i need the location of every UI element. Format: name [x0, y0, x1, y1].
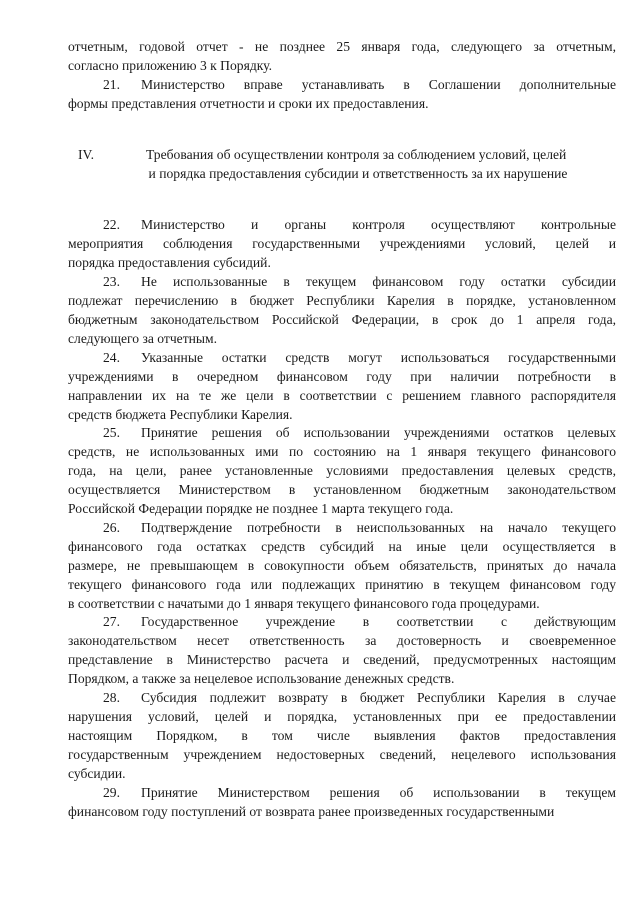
text-line-content: Не использованные в текущем финансовом году остатки субсидии: [141, 274, 616, 290]
text-line: [68, 424, 616, 443]
text-line-content: Субсидия подлежит возврату в бюджет Республики Карелия в случае: [141, 690, 616, 706]
section-title-line-1: Требования об осуществлении контроля за соблюдением условий, целей: [146, 146, 567, 162]
text-line: [68, 76, 616, 95]
text-line: [68, 349, 616, 368]
paragraph-number: 22.: [103, 217, 120, 233]
text-line: текущего финансового года или подлежащих принятию в текущем финансовом году: [68, 576, 616, 592]
text-line: отчетным, годовой отчет - не позднее 25 января года, следующего за отчетным,: [68, 39, 616, 54]
paragraph-number: 28.: [103, 690, 120, 706]
numbered-paragraph: [68, 216, 616, 273]
text-line: финансового года остатках средств субсидий на иные цели осуществляется в: [68, 538, 616, 554]
text-line: мероприятия соблюдения государственными учреждениями условий, целей и: [68, 236, 616, 252]
text-line: законодательством несет ответственность за достоверность и своевременное: [68, 633, 616, 649]
text-line: осуществляется Министерством в установленном бюджетным законодательством: [68, 482, 616, 498]
text-line: в соответствии с начатыми до 1 января текущего финансового года процедурами.: [68, 595, 540, 611]
text-line: государственным учреждением недостоверных сведений, нецелевого использования: [68, 746, 616, 762]
text-line: формы представления отчетности и сроки их предоставления.: [68, 95, 429, 111]
numbered-paragraph: [68, 519, 616, 614]
text-line: средств бюджета Республики Карелия.: [68, 406, 293, 422]
text-line: финансовом году поступлений от возврата ранее произведенных государственными: [68, 803, 555, 819]
text-line-content: Государственное учреждение в соответствии с действующим: [141, 614, 616, 630]
text-line: бюджетным законодательством Российской Федерации, в срок до 1 апреля года,: [68, 311, 616, 327]
text-line: субсидии.: [68, 765, 126, 781]
text-line: согласно приложению 3 к Порядку.: [68, 57, 272, 73]
text-line-content: Министерство вправе устанавливать в Соглашении дополнительные: [141, 76, 616, 92]
paragraph-number: 21.: [103, 76, 120, 92]
text-line: Порядком, а также за нецелевое использование денежных средств.: [68, 671, 455, 687]
paragraph-number: 27.: [103, 614, 120, 630]
paragraph-number: 23.: [103, 274, 120, 290]
numbered-paragraph: [68, 784, 616, 822]
text-line: [68, 613, 616, 632]
text-line: [68, 784, 616, 803]
text-line: [68, 689, 616, 708]
text-line: подлежат перечислению в бюджет Республики Карелия в порядке, установленном: [68, 293, 616, 309]
numbered-paragraph: [68, 349, 616, 425]
text-line-content: Принятие решения об использовании учреждениями остатков целевых: [141, 425, 616, 441]
text-line-content: Принятие Министерством решения об использовании в текущем: [141, 784, 616, 800]
text-line: [68, 519, 616, 538]
text-line: средств, не использованных ими по состоянию на 1 января текущего финансового: [68, 444, 616, 460]
paragraph-list: [68, 216, 616, 821]
text-line: размере, не превышающем в совокупности объем обязательств, принятых до начала: [68, 557, 616, 573]
text-line: года, на цели, ранее установленные условиями предоставления целевых средств,: [68, 463, 616, 479]
text-line: Российской Федерации порядке не позднее 1 марта текущего года.: [68, 501, 454, 517]
numbered-paragraph: [68, 424, 616, 519]
text-line-content: Подтверждение потребности в неиспользованных на начало текущего: [141, 519, 616, 535]
numbered-paragraph: [68, 613, 616, 689]
section-heading: [68, 146, 616, 184]
numbered-paragraph: [68, 273, 616, 349]
text-line: [68, 216, 616, 235]
paragraph-number: 29.: [103, 784, 120, 800]
section-heading-line: [68, 146, 616, 165]
text-line: порядка предоставления субсидий.: [68, 255, 271, 271]
text-line-content: Министерство и органы контроля осуществляют контрольные: [141, 217, 616, 233]
text-line: направлении их на те же цели в соответствии с решением главного распорядителя: [68, 387, 616, 403]
section-number: IV.: [78, 146, 94, 162]
paragraph-21: [68, 76, 616, 114]
text-line: настоящим Порядком, в том числе выявления фактов предоставления: [68, 727, 616, 743]
paragraph-number: 25.: [103, 425, 120, 441]
text-line: следующего за отчетным.: [68, 330, 218, 346]
paragraph-number: 24.: [103, 349, 120, 365]
section-title-line-2: и порядка предоставления субсидии и ответственность за их нарушение: [148, 165, 568, 181]
paragraph-number: 26.: [103, 519, 120, 535]
text-line: учреждениями в очередном финансовом году при наличии потребности в: [68, 368, 616, 384]
text-line: представление в Министерство расчета и сведений, предусмотренных настоящим: [68, 652, 616, 668]
document-page: [68, 38, 616, 821]
text-line: [68, 273, 616, 292]
intro-paragraph: [68, 38, 616, 76]
text-line: нарушения условий, целей и порядка, установленных при ее предоставлении: [68, 709, 616, 724]
text-line-content: Указанные остатки средств могут использоваться государственными: [141, 349, 616, 365]
numbered-paragraph: [68, 689, 616, 784]
